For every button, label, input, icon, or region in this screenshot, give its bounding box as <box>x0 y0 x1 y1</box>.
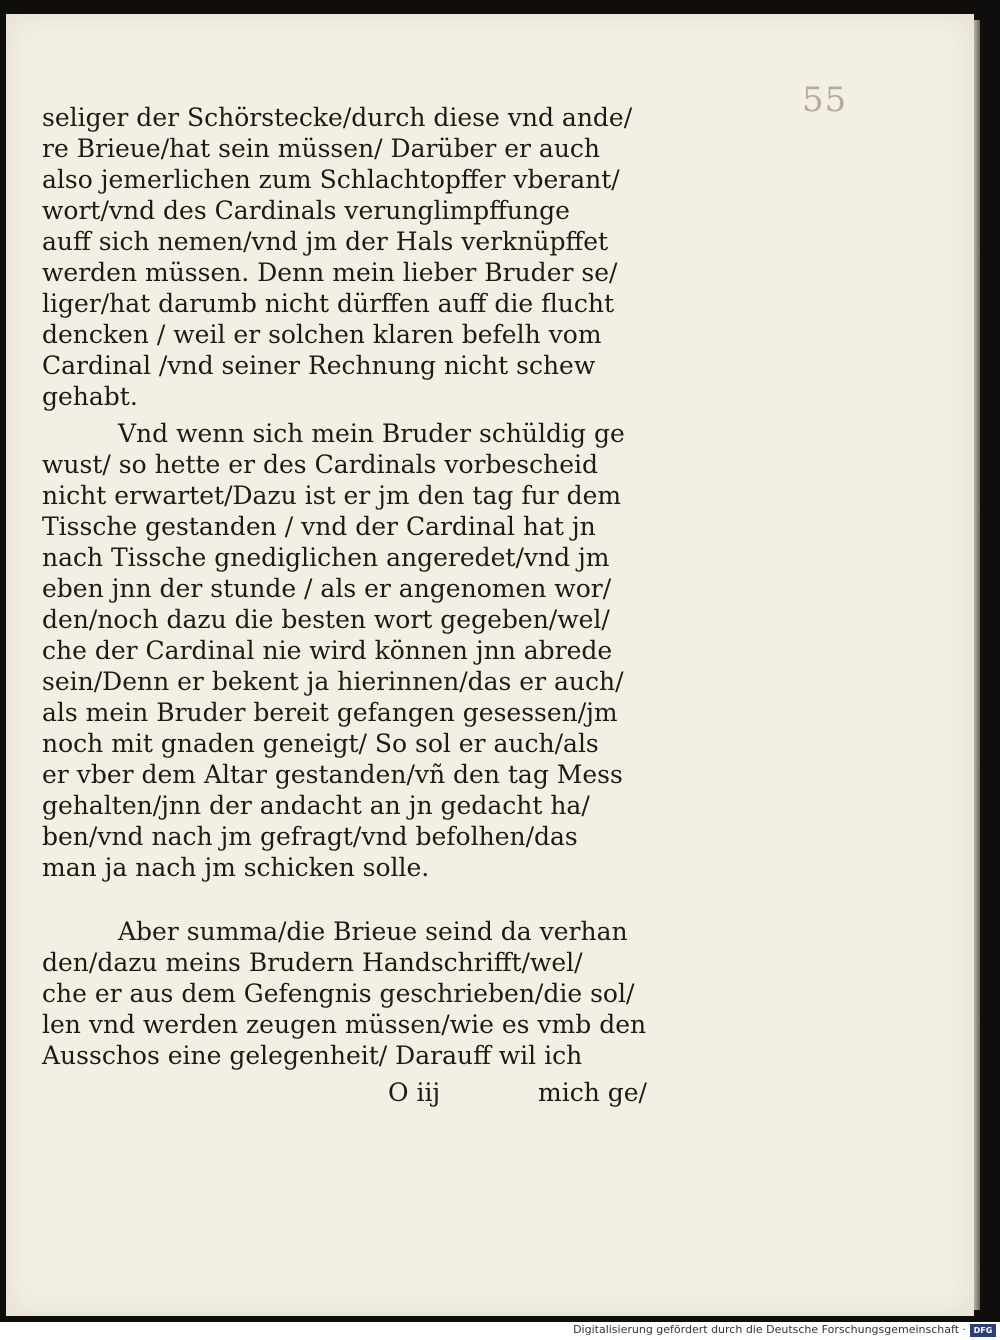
catchword: mich ge/ <box>538 1078 647 1107</box>
text-line: man ja nach jm schicken solle. <box>42 853 430 882</box>
page-edge <box>974 20 980 1310</box>
text-line: werden müssen. Denn mein lieber Bruder se/ <box>42 258 618 287</box>
text-line: sein/Denn er bekent ja hierinnen/das er auch/ <box>42 667 624 696</box>
text-line: Vnd wenn sich mein Bruder schüldig ge <box>118 419 625 448</box>
text-line: er vber dem Altar gestanden/vñ den tag Mess <box>42 760 623 789</box>
dfg-logo: DFG <box>970 1324 996 1337</box>
text-line: liger/hat darumb nicht dürffen auff die flucht <box>42 289 615 318</box>
text-line: den/dazu meins Brudern Handschrifft/wel/ <box>42 948 583 977</box>
text-line: dencken / weil er solchen klaren befelh vom <box>42 320 602 349</box>
text-line: re Brieue/hat sein müssen/ Darüber er auch <box>42 134 601 163</box>
text-line: nach Tissche gnediglichen angeredet/vnd jm <box>42 543 610 572</box>
text-line: Ausschos eine gelegenheit/ Darauff wil ich <box>42 1041 583 1070</box>
text-line: als mein Bruder bereit gefangen gesessen/jm <box>42 698 618 727</box>
text-line: also jemerlichen zum Schlachtopffer vberant/ <box>42 165 620 194</box>
text-line: nicht erwartet/Dazu ist er jm den tag fur dem <box>42 481 622 510</box>
text-line: eben jnn der stunde / als er angenomen wor/ <box>42 574 612 603</box>
digitization-credit: Digitalisierung gefördert durch die Deutsche Forschungsgemeinschaft · <box>573 1323 966 1336</box>
text-line: Cardinal /vnd seiner Rechnung nicht schew <box>42 351 596 380</box>
folio-number: 55 <box>802 80 848 120</box>
text-line: che der Cardinal nie wird können jnn abrede <box>42 636 613 665</box>
text-line: den/noch dazu die besten wort gegeben/wel/ <box>42 605 610 634</box>
text-line: gehabt. <box>42 382 138 411</box>
text-line: Tissche gestanden / vnd der Cardinal hat jn <box>42 512 596 541</box>
signature-mark: O iij <box>388 1078 441 1107</box>
text-line: wort/vnd des Cardinals verunglimpffunge <box>42 196 570 225</box>
text-line: noch mit gnaden geneigt/ So sol er auch/als <box>42 729 599 758</box>
text-line: seliger der Schörstecke/durch diese vnd ande/ <box>42 103 633 132</box>
text-line: len vnd werden zeugen müssen/wie es vmb den <box>42 1010 647 1039</box>
text-line: ben/vnd nach jm gefragt/vnd befolhen/das <box>42 822 578 851</box>
text-line: gehalten/jnn der andacht an jn gedacht ha/ <box>42 791 590 820</box>
text-line: wust/ so hette er des Cardinals vorbescheid <box>42 450 598 479</box>
text-line: auff sich nemen/vnd jm der Hals verknüpffet <box>42 227 609 256</box>
text-line: che er aus dem Gefengnis geschrieben/die sol/ <box>42 979 635 1008</box>
text-line: Aber summa/die Brieue seind da verhan <box>118 917 628 946</box>
